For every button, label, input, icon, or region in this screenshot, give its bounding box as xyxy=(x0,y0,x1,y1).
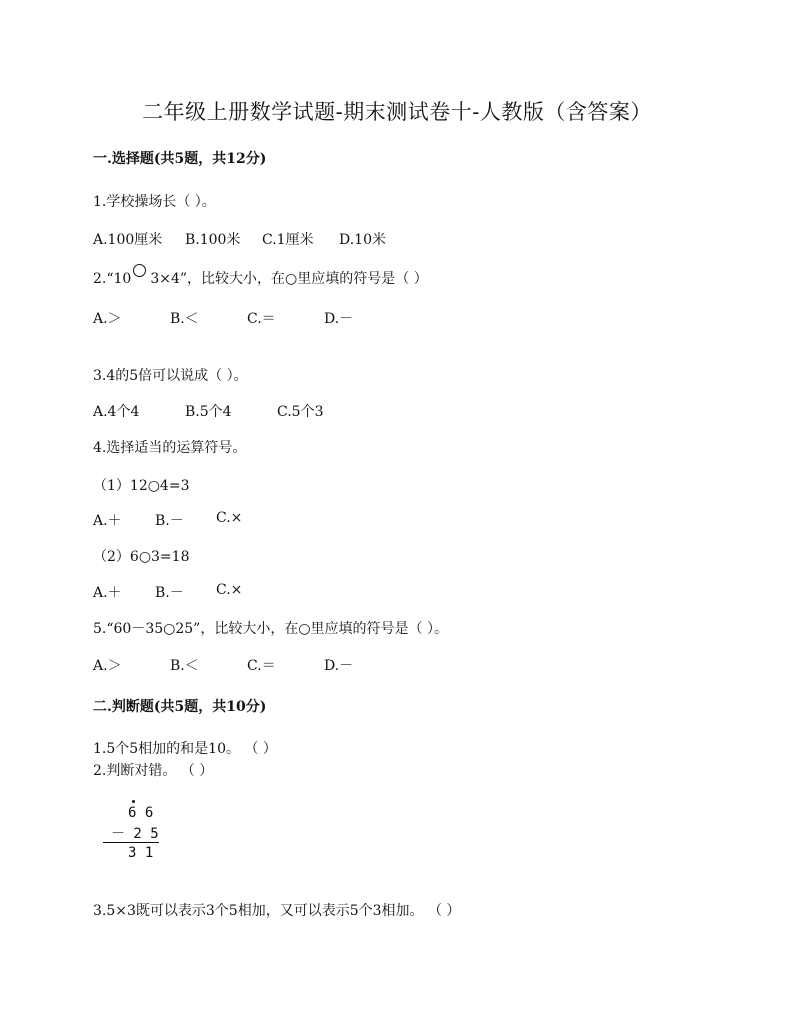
q4-sub1-option-c: C.× xyxy=(216,510,243,526)
carry-dot xyxy=(132,800,135,803)
q2-stem-before: 2.“10 xyxy=(93,271,132,287)
q4-sub2-option-b: B.－ xyxy=(155,585,184,601)
q5-option-a: A.＞ xyxy=(93,658,122,674)
q4-sub1-option-b: B.－ xyxy=(155,513,184,529)
q2-option-b: B.＜ xyxy=(170,311,199,327)
q5-option-c: C.＝ xyxy=(247,658,276,674)
circle-blank-icon xyxy=(133,264,146,277)
q4-sub2-option-c: C.× xyxy=(216,582,243,598)
calc-line-2: － 2 5 xyxy=(111,826,159,842)
q3-option-a: A.4个4 xyxy=(93,404,140,420)
q4-sub1-option-a: A.＋ xyxy=(93,513,122,529)
q2-option-d: D.－ xyxy=(324,311,354,327)
q2-stem-after: 3×4”，比较大小，在○里应填的符号是（ ） xyxy=(150,271,428,287)
calc-line-1: 6 6 xyxy=(128,805,154,821)
q2-option-a: A.＞ xyxy=(93,311,122,327)
calc-underline xyxy=(103,842,159,843)
q3-option-c: C.5个3 xyxy=(277,404,324,420)
judge-q2: 2.判断对错。 （ ） xyxy=(93,763,214,779)
q4-stem: 4.选择适当的运算符号。 xyxy=(93,440,247,456)
judge-q3: 3.5×3既可以表示3个5相加，又可以表示5个3相加。 （ ） xyxy=(93,903,461,919)
q1-option-d: D.10米 xyxy=(339,232,386,248)
q4-sub2: （2）6○3=18 xyxy=(93,549,190,565)
section1-heading: 一.选择题(共5题，共12分) xyxy=(93,151,267,167)
q3-stem: 3.4的5倍可以说成（ ）。 xyxy=(93,368,248,384)
q1-option-a: A.100厘米 xyxy=(93,232,163,248)
q1-stem: 1.学校操场长（ ）。 xyxy=(93,194,216,210)
q5-stem: 5.“60－35○25”，比较大小，在○里应填的符号是（ ）。 xyxy=(93,621,448,637)
q4-sub1: （1）12○4=3 xyxy=(93,478,190,494)
q1-option-c: C.1厘米 xyxy=(262,232,314,248)
q1-option-b: B.100米 xyxy=(185,232,241,248)
q2-option-c: C.＝ xyxy=(247,311,276,327)
judge-q1: 1.5个5相加的和是10。 （ ） xyxy=(93,741,277,757)
section2-heading: 二.判断题(共5题，共10分) xyxy=(93,699,267,715)
q4-sub2-option-a: A.＋ xyxy=(93,585,122,601)
calc-line-3: 3 1 xyxy=(128,845,154,861)
q5-option-d: D.－ xyxy=(324,658,354,674)
page-title: 二年级上册数学试题-期末测试卷十-人教版（含答案） xyxy=(142,100,652,124)
q2-stem xyxy=(93,268,428,288)
q5-option-b: B.＜ xyxy=(170,658,199,674)
q3-option-b: B.5个4 xyxy=(185,404,232,420)
